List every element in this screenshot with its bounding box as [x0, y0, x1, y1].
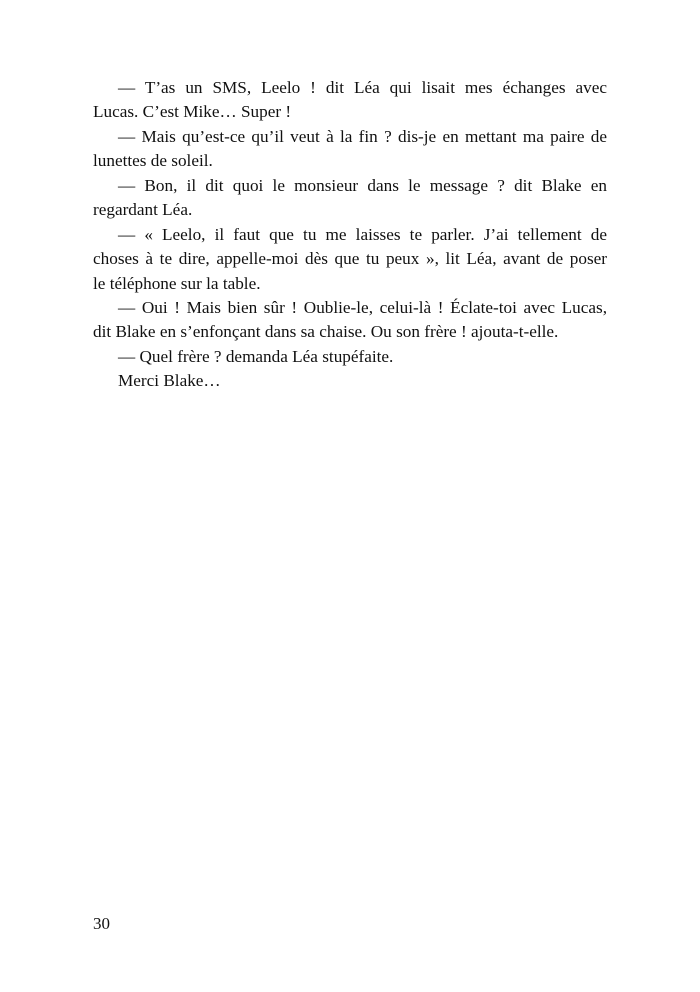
- text-line: le téléphone sur la table.: [93, 273, 261, 293]
- text-line: — Oui ! Mais bien sûr ! Oublie-le, celui-là ! Éclate-toi avec Lucas,: [118, 297, 607, 317]
- paragraph: [93, 223, 607, 296]
- text-line: choses à te dire, appelle-moi dès que tu peux », lit Léa, avant de poser: [93, 249, 607, 269]
- page-number: 30: [93, 914, 110, 933]
- paragraph: [93, 345, 607, 369]
- text-line: lunettes de soleil.: [93, 151, 213, 171]
- paragraph: [93, 296, 607, 345]
- text-line: — Quel frère ? demanda Léa stupéfaite.: [118, 346, 394, 366]
- page-body: [93, 76, 607, 394]
- text-line: dit Blake en s’enfonçant dans sa chaise. Ou son frère ! ajouta-t-elle.: [93, 322, 559, 342]
- text-line: — T’as un SMS, Leelo ! dit Léa qui lisait mes échanges avec: [118, 78, 607, 97]
- paragraph: [93, 369, 607, 393]
- text-line: regardant Léa.: [93, 200, 193, 220]
- paragraph: [93, 125, 607, 174]
- text-line: Merci Blake…: [118, 371, 221, 391]
- text-line: — Mais qu’est-ce qu’il veut à la fin ? dis-je en mettant ma paire de: [118, 126, 607, 146]
- text-line: Lucas. C’est Mike… Super !: [93, 102, 292, 122]
- text-line: — Bon, il dit quoi le monsieur dans le message ? dit Blake en: [118, 175, 607, 195]
- paragraph: [93, 76, 607, 125]
- paragraph: [93, 174, 607, 223]
- text-line: — « Leelo, il faut que tu me laisses te parler. J’ai tellement de: [118, 224, 607, 244]
